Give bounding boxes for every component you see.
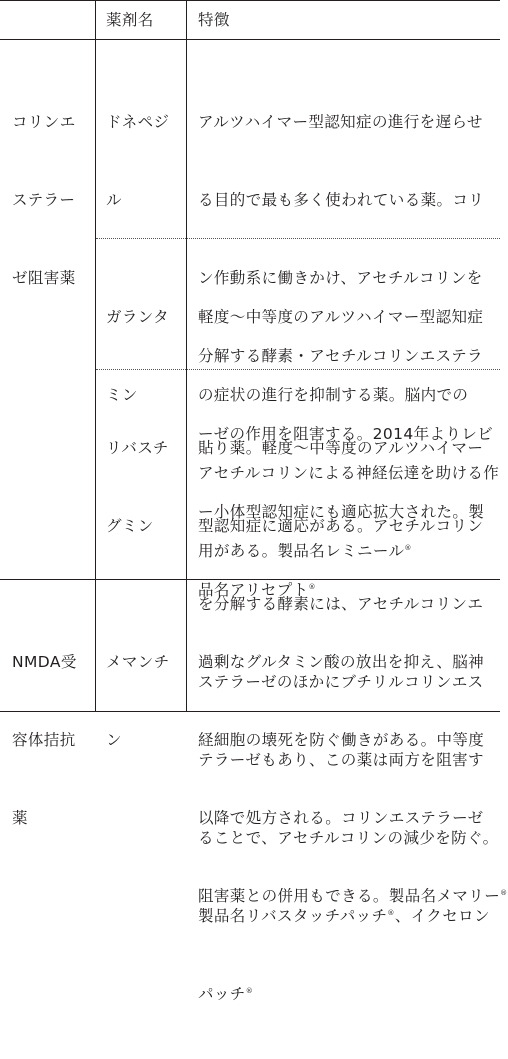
header-name: 薬剤名 (106, 11, 154, 29)
header-bottom-border (0, 39, 500, 40)
drug-feature: 貼り薬。軽度〜中等度のアルツハイマー 型認知症に適応がある。アセチルコリン を分解する酵素には、アセチルコリンエ ステラーゼのほかにブチリルコリンエス テラーゼもあり、この薬は両方を阻害す ることで、アセチルコリンの減少を防ぐ。 製品名リバスタッチパッチ®、イクセロン パッチ® (198, 439, 499, 1003)
drug-name: ガランタ ミン (106, 308, 169, 404)
drug-name: メマンチ ン (106, 653, 170, 749)
drug-name: リバスチ グミン (106, 439, 169, 535)
drug-feature: アルツハイマー型認知症の進行を遅らせ る目的で最も多く使われている薬。コリ ン作動系に働きかけ、アセチルコリンを 分解する酵素・アセチルコリンエステラ ーゼの作用を阻害する。2014年よりレビ ー小体型認知症にも適応拡大された。製 品名アリセプト® (198, 113, 494, 599)
column-divider-1 (95, 0, 96, 712)
category-label: NMDA受 容体拮抗 薬 (12, 653, 77, 827)
column-divider-2 (186, 0, 187, 712)
table-top-border (0, 0, 500, 1)
drug-feature: 過剰なグルタミン酸の放出を抑え、脳神 経細胞の壊死を防ぐ働きがある。中等度 以降で処方される。コリンエステラーゼ 阻害薬との併用もできる。製品名メマリー® (198, 653, 508, 905)
category-label: コリンエ ステラー ゼ阻害薬 (12, 113, 76, 287)
header-feature: 特徴 (198, 11, 230, 29)
drug-name: ドネペジ ル (106, 113, 170, 209)
drug-feature: 軽度〜中等度のアルツハイマー型認知症 の症状の進行を抑制する薬。脳内での アセチルコリンによる神経伝達を助ける作 用がある。製品名レミニール® (198, 308, 500, 560)
